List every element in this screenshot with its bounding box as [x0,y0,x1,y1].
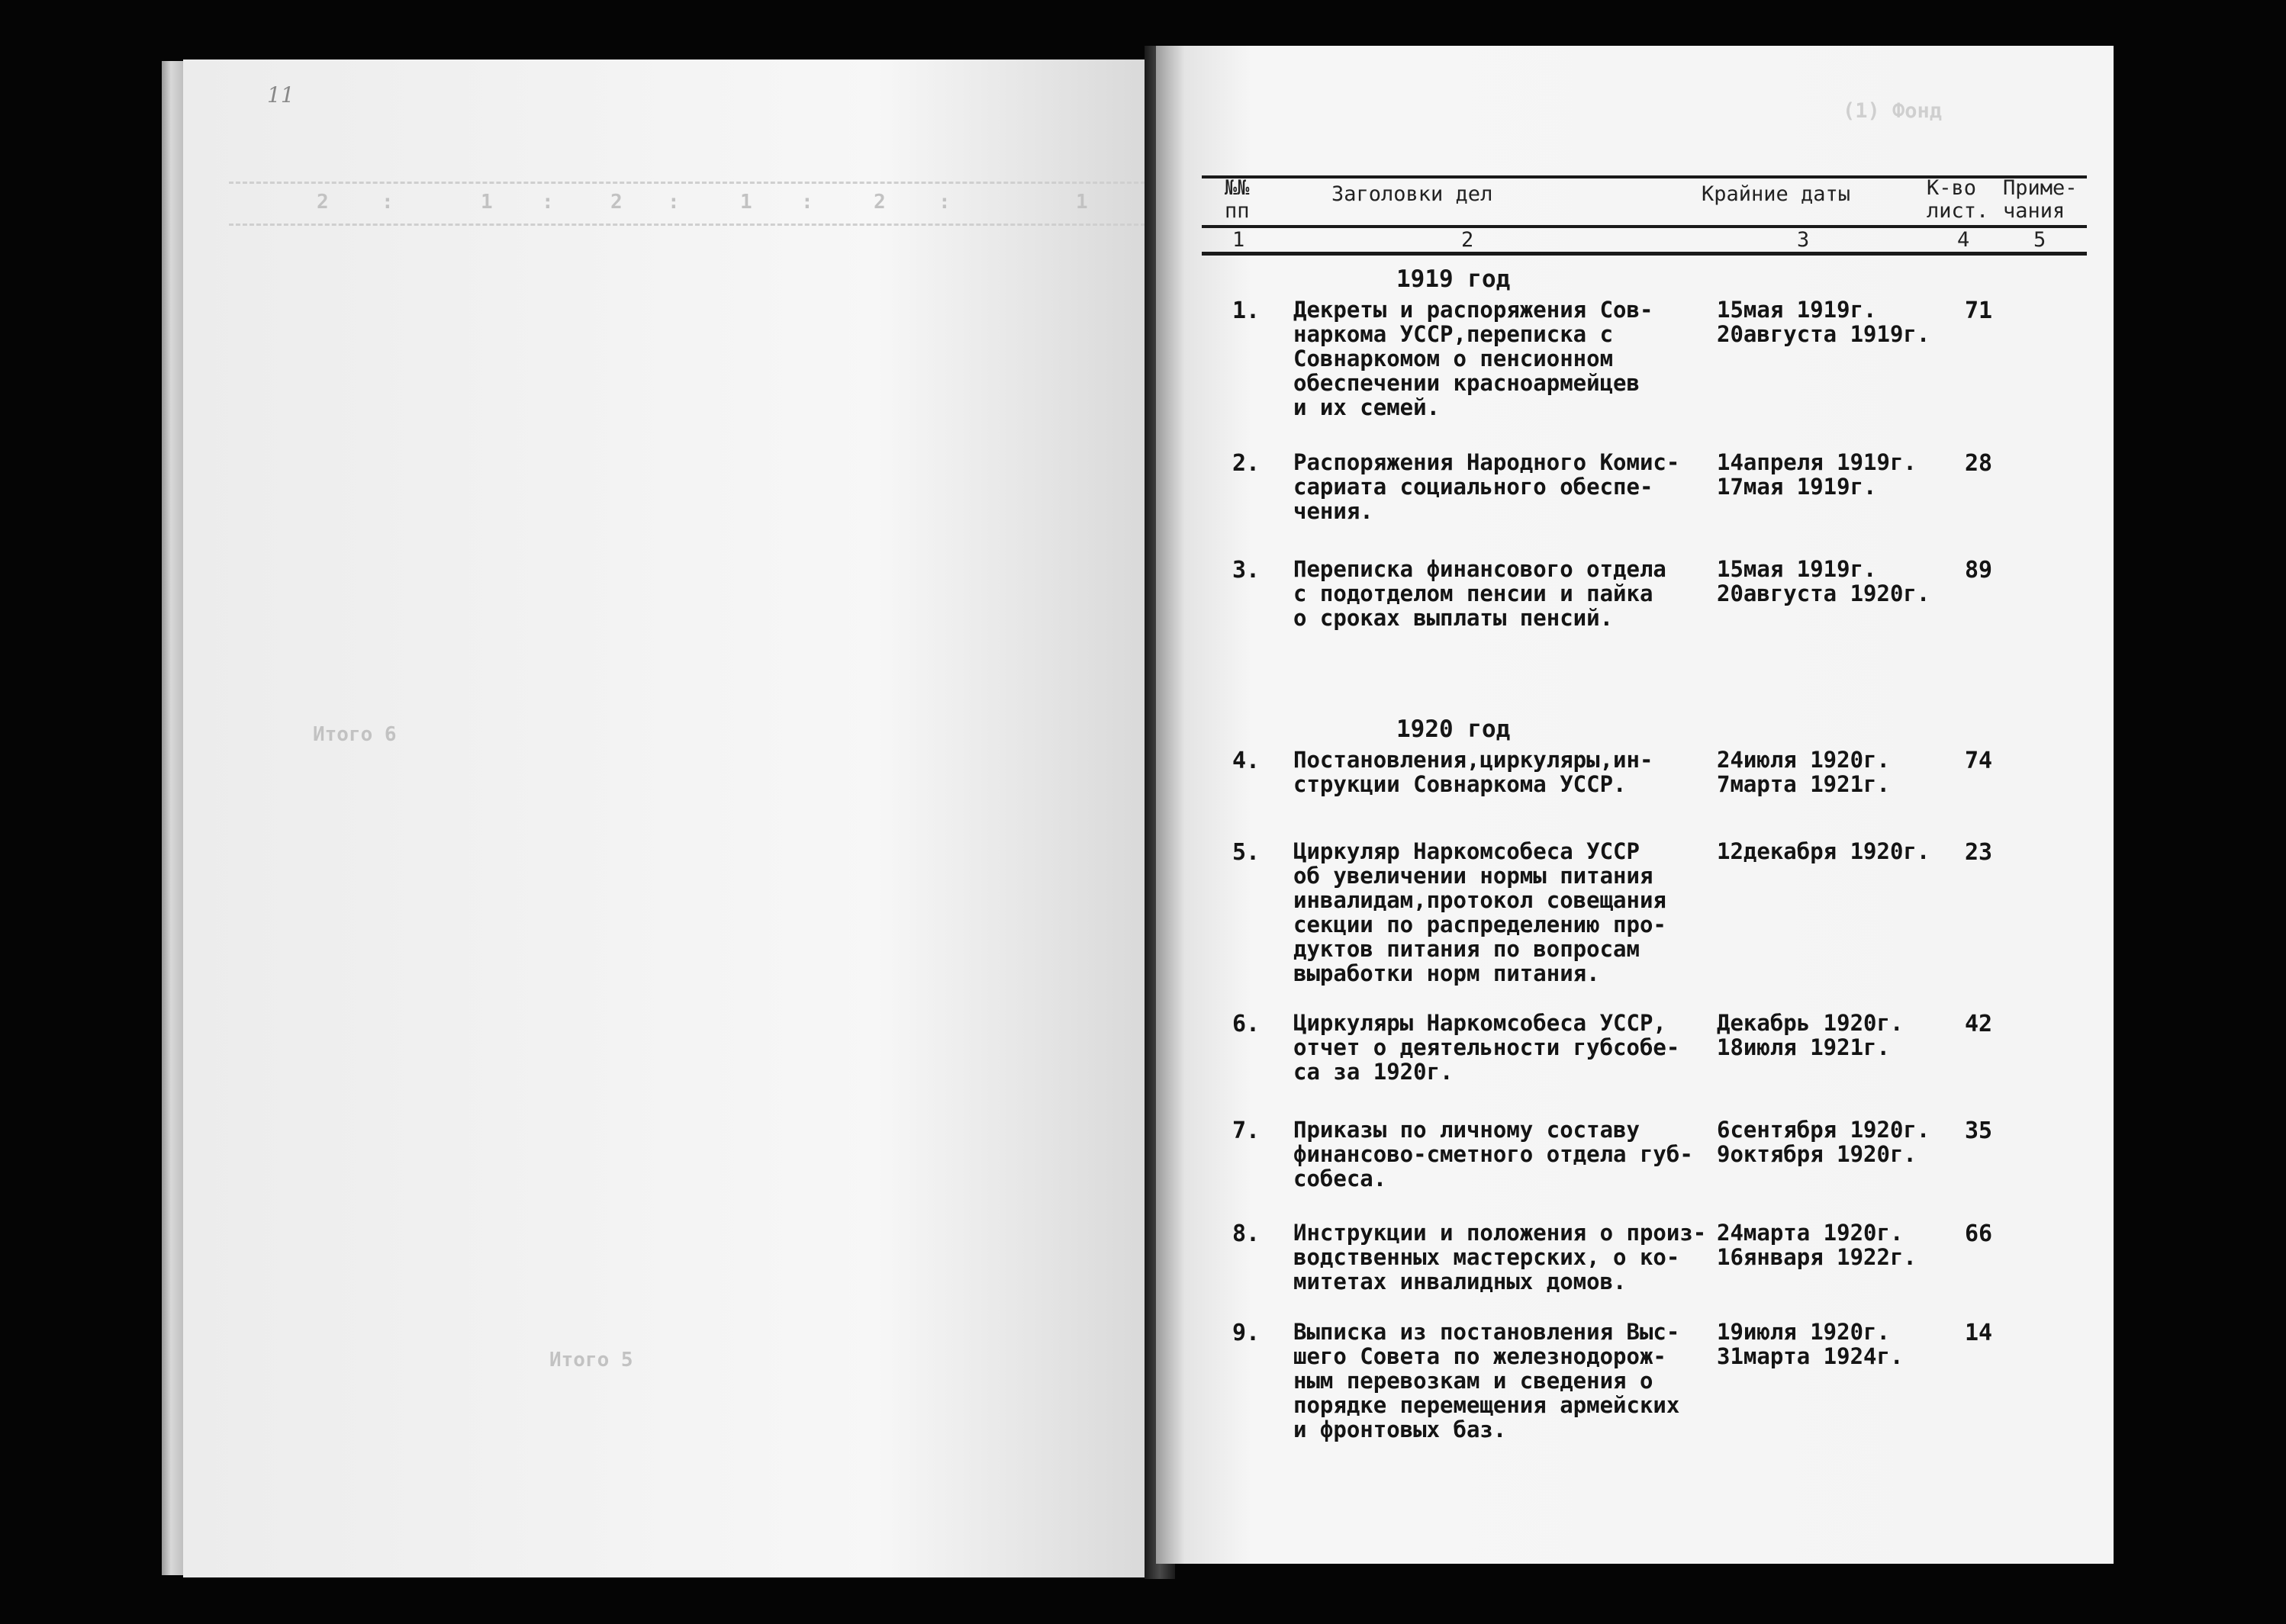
row-sheet-count: 74 [1965,748,1993,774]
header-col-titles: Заголовки дел [1331,182,1493,206]
row-sheet-count: 42 [1965,1011,1993,1037]
year-heading-1919: 1919 год [1396,265,1511,293]
row-dates: Декабрь 1920г. 18июля 1921г. [1717,1010,1904,1060]
left-page [183,59,1175,1577]
right-page [1156,46,2114,1564]
page-stack-edge [162,61,185,1575]
row-number: 3. [1232,557,1261,584]
ghost-header-number: 1 [481,191,493,214]
row-dates: 14апреля 1919г. 17мая 1919г. [1717,449,1917,500]
summary-label-2: Итого 5 [549,1349,633,1372]
row-title: Циркуляры Наркомсобеса УССР, отчет о деятельности губсобе- са за 1920г. [1293,1010,1680,1085]
ghost-header-number: : [801,191,813,214]
col-num-4: 4 [1957,228,1970,252]
header-rule-mid [1202,225,2087,228]
row-sheet-count: 71 [1965,297,1993,324]
col-num-1: 1 [1232,228,1245,252]
row-dates: 12декабря 1920г. [1717,838,1930,864]
row-title: Постановления,циркуляры,ин- струкции Совнаркома УССР. [1293,747,1653,797]
row-dates: 6сентября 1920г. 9октября 1920г. [1717,1117,1930,1167]
row-number: 6. [1232,1011,1261,1037]
row-title: Выписка из постановления Выс- шего Совета по железнодорож- ным перевозкам и сведения о порядке перемещения армейских и фронтовых баз. [1293,1319,1680,1442]
col-num-3: 3 [1797,228,1810,252]
row-title: Переписка финансового отдела с подотделом пенсии и пайка о сроках выплаты пенсий. [1293,556,1666,631]
col-num-2: 2 [1461,228,1474,252]
ghost-header-number: 2 [874,191,886,214]
row-number: 9. [1232,1320,1261,1346]
row-sheet-count: 35 [1965,1118,1993,1144]
ghost-header-rule-bottom [229,224,1152,226]
ghost-header-number: : [382,191,394,214]
row-sheet-count: 89 [1965,557,1993,584]
row-number: 1. [1232,297,1261,324]
ghost-header-rule-top [229,182,1152,184]
year-heading-1920: 1920 год [1396,716,1511,743]
header-rule-bottom [1202,252,2087,256]
row-number: 7. [1232,1118,1261,1144]
ghost-header-number: 2 [610,191,623,214]
ghost-header-number: : [939,191,951,214]
header-col-dates: Крайние даты [1702,182,1851,206]
header-col-notes: Приме- чания [2003,176,2078,223]
header-col-sheets: К-во лист. [1927,176,1989,223]
page-marker: 11 [267,82,295,108]
row-title: Циркуляр Наркомсобеса УССР об увеличении нормы питания инвалидам,протокол совещания секции по распределению про- дуктов питания по вопросам выработки норм питания. [1293,838,1666,986]
row-title: Инструкции и положения о произ- водственных мастерских, о ко- митетах инвалидных домов. [1293,1220,1707,1294]
ghost-header-number: : [542,191,554,214]
ghost-header-number: 1 [740,191,752,214]
row-dates: 15мая 1919г. 20августа 1920г. [1717,556,1930,606]
row-title: Декреты и распоряжения Сов- наркома УССР,переписка с Совнаркомом о пенсионном обеспечении красноармейцев и их семей. [1293,297,1653,420]
row-number: 5. [1232,839,1261,866]
row-number: 4. [1232,748,1261,774]
summary-label-1: Итого 6 [313,723,397,746]
row-dates: 15мая 1919г. 20августа 1919г. [1717,297,1930,347]
col-num-5: 5 [2033,228,2046,252]
row-number: 8. [1232,1220,1261,1247]
row-title: Распоряжения Народного Комис- сариата социального обеспе- чения. [1293,449,1680,524]
ghost-header-number: 2 [317,191,329,214]
row-sheet-count: 14 [1965,1320,1993,1346]
row-sheet-count: 23 [1965,839,1993,866]
row-dates: 19июля 1920г. 31марта 1924г. [1717,1319,1904,1369]
row-sheet-count: 66 [1965,1220,1993,1247]
row-number: 2. [1232,450,1261,477]
top-marker: (1) Фонд [1843,99,1943,123]
row-dates: 24июля 1920г. 7марта 1921г. [1717,747,1890,797]
ghost-header-number: 1 [1076,191,1088,214]
row-sheet-count: 28 [1965,450,1993,477]
header-col-number: №№ пп [1225,176,1250,223]
row-title: Приказы по личному составу финансово-сметного отдела губ- собеса. [1293,1117,1693,1191]
row-dates: 24марта 1920г. 16января 1922г. [1717,1220,1917,1270]
ghost-header-number: : [668,191,680,214]
